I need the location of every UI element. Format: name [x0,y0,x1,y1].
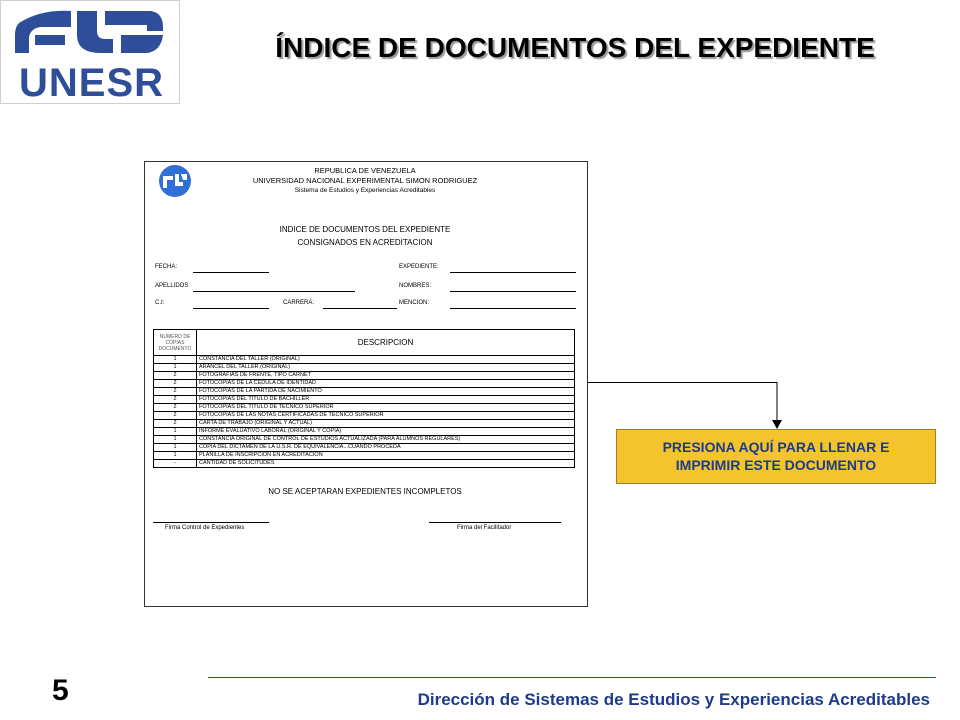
fecha-label: FECHA: [155,264,178,270]
cta-label-line-2: IMPRIMIR ESTE DOCUMENTO [675,457,877,473]
table-row [154,404,575,412]
table-row [154,460,575,468]
documents-table [153,329,575,468]
row-copies: 1 [154,428,197,436]
fecha-line [193,272,269,273]
row-copies: 1 [154,452,197,460]
row-copies: 1 [154,436,197,444]
row-copies: 2 [154,412,197,420]
cta-label-line-1: PRESIONA AQUÍ PARA LLENAR E [662,439,890,455]
unesr-logo [0,0,180,104]
doc-header-line-3: Sistema de Estudios y Experiencias Acreditables [294,187,436,194]
row-description: CONSTANCIA ORIGINAL DE CONTROL DE ESTUDIOS ACTUALIZADA (PARA ALUMNOS REGULARES) [197,436,575,444]
table-row [154,452,575,460]
row-copies: 2 [154,380,197,388]
expediente-line [450,272,576,273]
row-description: CARTA DE TRABAJO (ORIGINAL Y ACTUAL) [197,420,575,428]
apellidos-line [193,291,355,292]
nombres-line [450,291,576,292]
signature-label-right: Firma del Facilitador [457,525,512,531]
document-preview [144,161,588,607]
table-row [154,356,575,364]
table-header-row [154,330,575,356]
signature-line-right [429,522,561,523]
row-description: FOTOCOPIAS DE LA PARTIDA DE NACIMIENTO [197,388,575,396]
row-copies: 2 [154,404,197,412]
ci-line [193,308,269,309]
unesr-emblem-icon [155,164,195,198]
page-title: ÍNDICE DE DOCUMENTOS DEL EXPEDIENTE [275,32,875,63]
signature-line-left [153,522,269,523]
row-description: FOTOGRAFIAS DE FRENTE, TIPO CARNET [197,372,575,380]
table-row [154,428,575,436]
signature-label-left: Firma Control de Expedientes [165,525,245,531]
row-description: COPIA DEL DICTAMEN DE LA U.S.R. DE EQUIVALENCIA...CUANDO PROCEDA [197,444,575,452]
doc-title-line-2: CONSIGNADOS EN ACREDITACION [297,238,433,247]
page-number: 5 [52,674,69,707]
nombres-label: NOMBRES: [399,283,432,289]
row-description: CONSTANCIA DEL TALLER (ORIGINAL) [197,356,575,364]
doc-header-line-2: UNIVERSIDAD NACIONAL EXPERIMENTAL SIMON RODRIGUEZ [252,176,478,185]
row-copies: - [154,460,197,468]
connector-arrow-icon [588,382,788,432]
row-description: CANTIDAD DE SOLICITUDES [197,460,575,468]
row-description: FOTOCOPIAS DEL TITULO DE TECNICO SUPERIOR [197,404,575,412]
row-copies: 2 [154,396,197,404]
table-row [154,436,575,444]
column-header-description: DESCRIPCION [197,330,575,356]
column-header-copies: NUMERO DE COPIAS DOCUMENTO [154,330,197,356]
row-description: ARANCEL DEL TALLER (ORIGINAL) [197,364,575,372]
table-row [154,396,575,404]
mencion-label: MENCION: [399,300,429,306]
carrera-label: CARRERA: [283,300,315,306]
footer-divider [208,677,936,678]
row-copies: 2 [154,388,197,396]
row-description: PLANILLA DE INSCRIPCION EN ACREDITACION [197,452,575,460]
row-copies: 2 [154,420,197,428]
table-row [154,412,575,420]
row-description: FOTOCOPIAS DE LAS NOTAS CERTIFICADAS DE TECNICO SUPERIOR [197,412,575,420]
carrera-line [323,308,397,309]
table-row [154,364,575,372]
row-copies: 1 [154,364,197,372]
row-description: FOTOCOPIAS DE LA CEDULA DE IDENTIDAD [197,380,575,388]
doc-header-line-1: REPUBLICA DE VENEZUELA [314,166,416,175]
table-row [154,420,575,428]
table-row [154,380,575,388]
row-copies: 2 [154,372,197,380]
doc-title-line-1: INDICE DE DOCUMENTOS DEL EXPEDIENTE [279,225,451,234]
logo-wordmark: UNESR [18,61,165,105]
row-description: FOTOCOPIAS DEL TITULO DE BACHILLER [197,396,575,404]
row-copies: 1 [154,444,197,452]
ci-label: C.I: [155,300,165,306]
incomplete-notice: NO SE ACEPTARAN EXPEDIENTES INCOMPLETOS [268,487,462,496]
fill-and-print-button[interactable] [616,429,936,484]
table-row [154,444,575,452]
row-copies: 1 [154,356,197,364]
table-row [154,372,575,380]
row-description: INFORME EVALUATIVO LABORAL (ORIGINAL Y COPIA) [197,428,575,436]
footer-department: Dirección de Sistemas de Estudios y Experiencias Acreditables [417,690,930,709]
expediente-label: EXPEDIENTE: [399,264,439,270]
apellidos-label: APELLIDOS [155,283,189,289]
mencion-line [450,308,576,309]
table-row [154,388,575,396]
